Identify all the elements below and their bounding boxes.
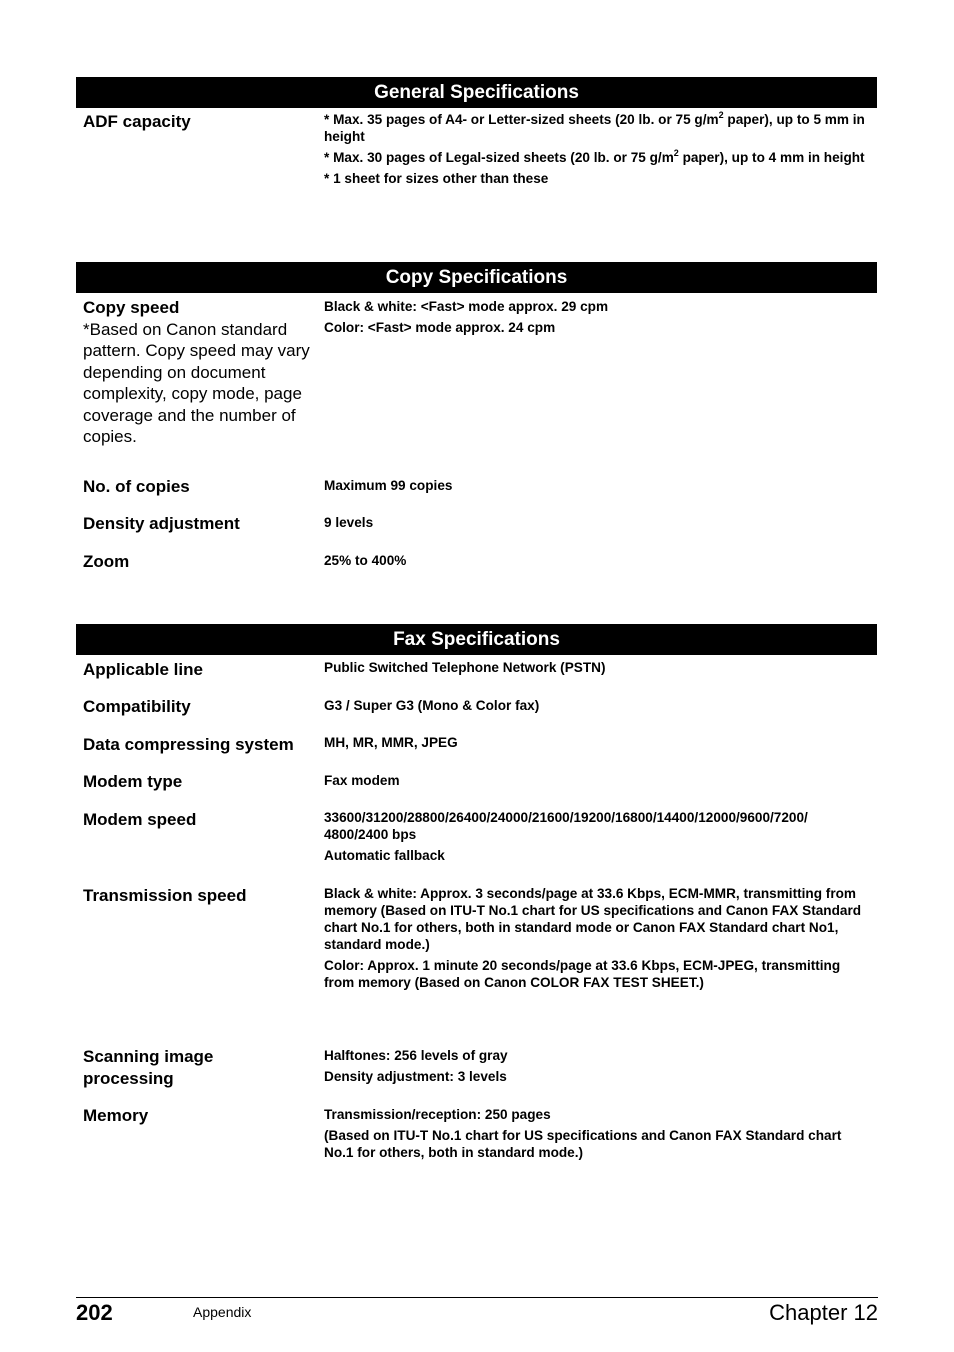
chapter-label: Chapter 12 [769,1300,878,1325]
spec-label: Zoom [83,552,130,571]
spec-value: Fax modem [324,773,400,788]
footer-section-title: Appendix [193,1304,252,1320]
general-specifications-section [76,77,877,186]
adf-line-2: * Max. 30 pages of Legal-sized sheets (20 lb. or 75 $g/m^2$ paper), up to 4 mm in height [324,148,865,165]
spec-value: Maximum 99 copies [324,478,453,493]
spec-note: *Based on Canon standard pattern. Copy speed may vary depending on document complexity, copy mode, page coverage and the number of copies. [83,319,310,446]
spec-label: Compatibility [83,697,191,716]
adf-line-3: * 1 sheet for sizes other than these [324,171,549,186]
adf-line-1: * Max. 35 pages of A4- or Letter-sized sheets (20 lb. or 75 $g/m^2$ paper), up to 5 mm in height [324,110,865,144]
spec-label: Modem speed [83,810,197,829]
spec-label: Memory [83,1106,149,1125]
footer-divider [76,1297,878,1298]
general-specifications-header: General Specifications [76,77,877,108]
spec-label: Copy speed *Based on Canon standard pattern. Copy speed may vary depending on document complexity, copy mode, page coverage and the number of copies. [83,297,315,448]
spec-value: 25% to 400% [324,553,407,568]
spec-label: Transmission speed [83,886,247,905]
spec-label: Density adjustment [83,514,240,533]
copy-specifications-section [76,262,877,571]
spec-label: Applicable line [83,660,203,679]
spec-value: Transmission/reception: 250 pages (Based on ITU-T No.1 chart for US specifications and Canon FAX Standard chart No.1 for others, both in standard mode.) [324,1107,842,1160]
fax-specifications-header: Fax Specifications [76,624,877,655]
spec-value: G3 / Super G3 (Mono & Color fax) [324,698,540,713]
spec-value: Public Switched Telephone Network (PSTN) [324,660,606,675]
page-number: 202 [76,1300,113,1325]
spec-value [324,111,872,191]
spec-value: Halftones: 256 levels of gray Density adjustment: 3 levels [324,1048,508,1084]
spec-value: Black & white: Approx. 3 seconds/page at 33.6 Kbps, ECM-MMR, transmitting from memory (Based on ITU-T No.1 chart for US specifications and Canon FAX Standard chart No.1 for others, both in standard mode or Canon FAX Standard chart No1, standard mode.) Color: Approx. 1 minute 20 seconds/page at 33.6 Kbps, ECM-JPEG, transmitting from memory (Based on Canon COLOR FAX TEST SHEET.) [324,886,862,990]
copy-specifications-header: Copy Specifications [76,262,877,293]
spec-value: 9 levels [324,515,374,530]
spec-label: ADF capacity [83,112,191,131]
spec-label: Scanning image processing [83,1047,214,1088]
spec-label: Modem type [83,772,183,791]
spec-label: Data compressing system [83,735,294,754]
spec-label: No. of copies [83,477,190,496]
spec-value: MH, MR, MMR, JPEG [324,735,458,750]
spec-value: Black & white: <Fast> mode approx. 29 cpm Color: <Fast> mode approx. 24 cpm [324,299,609,335]
spec-value: 33600/31200/28800/26400/24000/21600/19200/16800/14400/12000/9600/7200/ 4800/2400 bps Automatic fallback [324,810,808,863]
fax-specifications-section [76,624,877,1160]
